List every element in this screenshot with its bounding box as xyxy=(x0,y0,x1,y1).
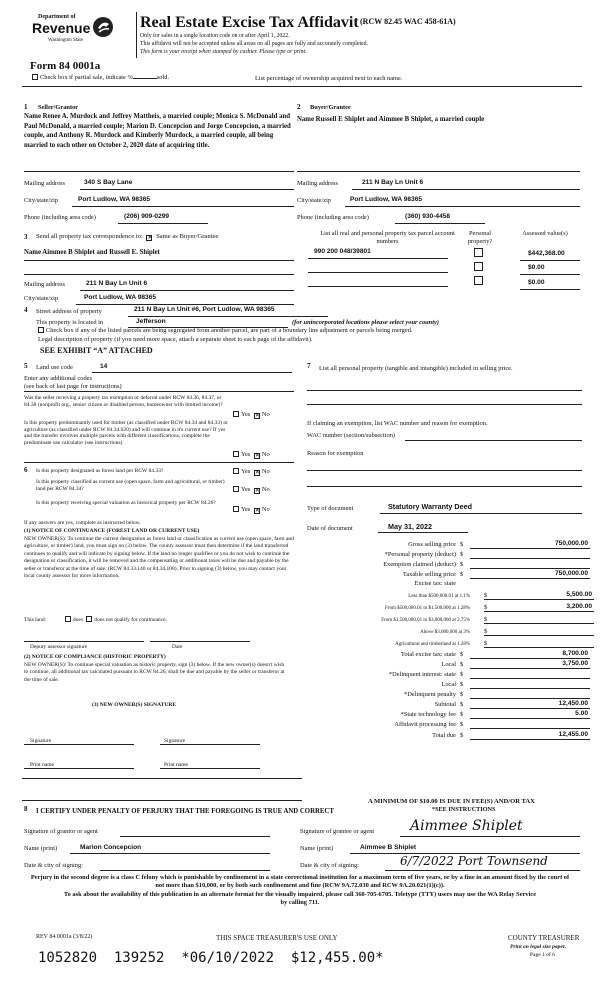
tax-row-amount[interactable] xyxy=(484,627,594,636)
tax-row-label: Local xyxy=(441,661,456,669)
seller-heading: Seller/Grantor xyxy=(38,104,79,111)
buyer-name: Name Russell E Shiplet and Aimmee B Shiplet, a married couple xyxy=(297,116,485,123)
reason-label: Reason for exemption xyxy=(307,450,364,457)
sec6-q3: Is this property receiving special valuation as historical property per RCW 84.26? xyxy=(36,500,216,506)
tax-row-amount[interactable]: 750,000.00 xyxy=(470,540,590,549)
buyer-mailing-label: Mailing address xyxy=(297,180,338,187)
personal-heading: Personal property? xyxy=(467,230,493,245)
tax-row-label: Taxable selling price xyxy=(402,571,456,579)
certify: I CERTIFY UNDER PENALTY OF PERJURY THAT THE FOREGOING IS TRUE AND CORRECT xyxy=(36,808,334,815)
tax-row-dollar: $ xyxy=(484,640,488,648)
exemption-label: If claiming an exemption, list WAC number and reason for exemption. xyxy=(307,420,488,427)
cashier-stamp: 1052820 139252 *06/10/2022 $12,455.00* xyxy=(38,950,384,966)
buyer-city-label: City/state/zip xyxy=(297,197,332,204)
parcels-heading: List all real and personal property tax parcel account numbers xyxy=(320,230,455,245)
assessed-row-1[interactable]: $442,368.00 xyxy=(528,250,565,257)
form-number: Form 84 0001a xyxy=(30,60,101,72)
sec5-q1-yes-checkbox[interactable] xyxy=(233,411,239,417)
tax-row-amount[interactable]: 12,455.00 xyxy=(470,731,590,740)
tax-row-amount[interactable] xyxy=(470,690,590,699)
grantee-signature[interactable]: Aimmee Shiplet xyxy=(410,818,523,834)
new-owner-signature: (3) NEW OWNER(S) SIGNATURE xyxy=(92,702,176,708)
treasurer-space: THIS SPACE TREASURER'S USE ONLY xyxy=(216,934,338,942)
tax-row-label: Excise tax: state xyxy=(414,580,456,587)
grantor-date-label: Date & city of signing: xyxy=(24,862,83,869)
print-name-label-2: Print name xyxy=(164,762,188,768)
tax-row-amount[interactable]: 750,000.00 xyxy=(470,570,590,579)
header-note-2: This affidavit will not be accepted unless all areas on all pages are fully and accurately completed. xyxy=(140,41,368,47)
tax-row-dollar: $ xyxy=(460,671,464,679)
located-label: This property is located in xyxy=(36,319,104,326)
buyer-num: 2 xyxy=(297,103,301,111)
tax-row-amount[interactable]: 12,450.00 xyxy=(470,700,590,709)
notice2-body: NEW OWNER(S): To continue special valuation as historic property, sign (3) below. If the new owner(s) doesn't wish to continue, all additional tax calculated pursuant to RCW 84.26, shall be due and payable by the seller or transferor at the time of sale. xyxy=(24,662,285,683)
tax-row xyxy=(296,670,590,679)
grantee-name-label: Name (print) xyxy=(300,845,334,852)
signature-label-2: Signature xyxy=(164,738,186,744)
grantee-sig-label: Signature of grantee or agent xyxy=(300,828,375,835)
buyer-city[interactable]: Port Ludlow, WA 98365 xyxy=(350,196,423,203)
tax-row-dollar: $ xyxy=(460,701,464,709)
tax-row xyxy=(300,591,594,600)
land-does-checkbox[interactable] xyxy=(65,616,71,622)
tax-row-dollar: $ xyxy=(460,681,464,689)
dept-line2: Revenue xyxy=(32,20,91,36)
notice1-title: (1) NOTICE OF CONTINUANCE (FOREST LAND OR CURRENT USE) xyxy=(24,528,200,534)
buyer-phone[interactable]: (360) 930-4458 xyxy=(405,213,451,220)
sec6-num: 6 xyxy=(24,466,28,474)
tax-row xyxy=(300,627,594,636)
sec6-q3-no-checkbox[interactable]: ✕ xyxy=(254,508,260,514)
page-number: Page 1 of 6 xyxy=(530,952,555,958)
tax-row-dollar: $ xyxy=(460,571,464,579)
segregated-checkbox[interactable] xyxy=(38,327,44,333)
corr-mailing-label: Mailing address xyxy=(24,281,65,288)
legal-size-note: Print on legal size paper. xyxy=(510,944,567,950)
tax-row-label: Less than $500,000.01 at 1.1% xyxy=(408,593,470,599)
land-does-not-checkbox[interactable] xyxy=(86,616,92,622)
tax-row-label: Affidavit processing fee xyxy=(394,721,456,729)
sec5-q2-answer: Yes ✕ No xyxy=(231,451,270,459)
tax-row-amount[interactable]: 3,750.00 xyxy=(470,660,590,669)
sec6-q2-yes-checkbox[interactable] xyxy=(233,486,239,492)
unincorporated-note: (for unincorporated locations please select your county) xyxy=(292,319,439,326)
street-address[interactable]: 211 N Bay Ln Unit #6, Port Ludlow, WA 98365 xyxy=(134,306,275,313)
seller-num: 1 xyxy=(24,103,28,111)
sec5-q1: Was the seller receiving a property tax exemption or deferral under RCW 84.36, 84.37, or 84.38 (nonprofit org., senior citizen or disabled person, homeowner with limited income)? xyxy=(24,395,223,408)
form-title: Real Estate Excise Tax Affidavit xyxy=(140,14,359,31)
grantor-name[interactable]: Marion Concepcion xyxy=(80,844,142,851)
sec5-q1-no-checkbox[interactable]: ✕ xyxy=(254,413,260,419)
tax-row-amount[interactable] xyxy=(470,670,590,679)
tax-row-label: Subtotal xyxy=(434,701,456,709)
sec6-q3-answer: Yes ✕ No xyxy=(231,506,270,514)
parcel-row-1[interactable]: 990 200 048/39801 xyxy=(314,248,371,255)
sec6-q1: Is this property designated as forest land per RCW 84.33? xyxy=(36,468,164,474)
seller-city-label: City/state/zip xyxy=(24,197,59,204)
tax-row xyxy=(296,720,590,729)
tax-row xyxy=(296,560,590,569)
sec6-q3-yes-checkbox[interactable] xyxy=(233,506,239,512)
land-use-label: Land use code xyxy=(36,364,73,371)
tax-row-label: From $1,500,000.01 to $3,000,000 at 2.75% xyxy=(381,617,470,623)
tax-row xyxy=(296,540,590,549)
sec6-q1-answer: Yes ✕ No xyxy=(231,468,270,476)
tax-row-label: *Personal property (deduct) xyxy=(384,551,456,559)
alternate-format-note: To ask about the availability of this publication in an alternate format for the visually impaired, please call 360-705-6705. Teletype (TTY) users may use the WA Relay Service by calling 711. xyxy=(63,891,537,906)
seller-phone[interactable]: (206) 909-0299 xyxy=(124,213,170,220)
tax-row xyxy=(296,580,456,588)
see-instructions: *SEE INSTRUCTIONS xyxy=(432,806,496,813)
tax-row xyxy=(300,603,594,612)
grantee-name[interactable]: Aimmee B Shiplet xyxy=(360,844,417,851)
tax-row-label: *Delinquent interest: state xyxy=(388,671,456,679)
sec5-q2: Is this property predominantly used for timber (as classified under RCW 84.34 and 84.33) or agriculture (as classified under RCW 84.34.020) and will continue in it's current use? If yes and the transfer involves multiple parcels with different classifications, complete the predominate use calculator (see instructions) xyxy=(24,420,228,446)
tax-row-label: Local xyxy=(441,681,456,689)
revenue-logo-icon xyxy=(92,16,114,38)
sec5-q2-no-checkbox[interactable]: ✕ xyxy=(254,453,260,459)
tax-row-label: Gross selling price xyxy=(408,541,456,549)
county[interactable]: Jefferson xyxy=(136,318,166,325)
grantor-sig-label: Signature of grantor or agent xyxy=(24,828,98,835)
personal-checkbox-2[interactable] xyxy=(474,262,483,271)
header-note-3: This form is your receipt when stamped by cashier. Please type or print. xyxy=(140,49,307,55)
segregated-note: Check box if any of the listed parcels are being segregated from another parcel, are part of a boundary line adjustment or parcels being merged. xyxy=(36,327,413,335)
partial-sale: Check box if partial sale, indicate % sold. xyxy=(30,74,169,82)
property-num: 4 xyxy=(24,306,28,314)
sec6-q2: Is this property classified as current use (open space, farm and agricultural, or timber) land per RCW 84.34? xyxy=(36,479,225,492)
county-treasurer: COUNTY TREASURER xyxy=(508,934,580,942)
same-as-buyer-checkbox[interactable]: ✕ xyxy=(147,235,153,241)
sec6-q1-yes-checkbox[interactable] xyxy=(233,468,239,474)
buyer-heading: Buyer/Grantee xyxy=(310,104,351,111)
tax-row xyxy=(300,615,594,624)
rev-number: REV 84 0001a (3/8/22) xyxy=(36,934,93,940)
form-statute: (RCW 82.45 WAC 458-61A) xyxy=(360,17,456,26)
additional-codes: Enter any additional codes xyxy=(24,375,92,382)
grantee-date-place[interactable]: 6/7/2022 Port Townsend xyxy=(400,854,548,868)
personal-checkbox-3[interactable] xyxy=(474,276,483,285)
tax-row-label: From $500,000.01 to $1,500,000 at 1.28% xyxy=(385,605,470,611)
tax-row-dollar: $ xyxy=(460,561,464,569)
tax-row-dollar: $ xyxy=(460,661,464,669)
tax-row-dollar: $ xyxy=(484,616,488,624)
doc-type-label: Type of document xyxy=(307,505,354,512)
corr-name: Name Aimmee B Shiplet and Russell E. Shiplet xyxy=(24,249,160,256)
corr-mailing[interactable]: 211 N Bay Ln Unit 6 xyxy=(86,280,148,287)
tax-row-label: Above $3,000,000 at 3% xyxy=(420,629,470,635)
sec5-q2-yes-checkbox[interactable] xyxy=(233,451,239,457)
dept-line3: Washington State xyxy=(48,38,84,43)
ownership-note: List percentage of ownership acquired next to each name. xyxy=(255,75,403,82)
dept-line1: Department of xyxy=(38,14,76,20)
corr-city[interactable]: Port Ludlow, WA 98365 xyxy=(84,294,157,301)
grantee-date-label: Date & city of signing: xyxy=(300,862,359,869)
exhibit: SEE EXHIBIT “A” ATTACHED xyxy=(40,346,153,355)
tax-row-dollar: $ xyxy=(460,721,464,729)
see-back: (see back of last page for instructions) xyxy=(24,383,122,390)
sec6-q2-no-checkbox[interactable]: ✕ xyxy=(254,488,260,494)
tax-row-amount[interactable]: 8,700.00 xyxy=(470,650,590,659)
corr-num: 3 xyxy=(24,233,28,241)
doc-date-label: Date of document xyxy=(307,525,353,532)
tax-row xyxy=(296,731,590,740)
tax-row-dollar: $ xyxy=(484,628,488,636)
street-label: Street address of property xyxy=(36,308,102,315)
perjury-note: Perjury in the second degree is a class C felony which is punishable by confinement in a state correctional institution for a maximum term of five years, or by a fine in an amount fixed by the court of not more than $10,000, or by both such confinement and fine (RCW 9A.72.030 and RCW 9A.20.021(1)(c)). xyxy=(30,874,570,889)
seller-mailing[interactable]: 340 S Bay Lane xyxy=(84,179,133,186)
doc-date[interactable]: May 31, 2022 xyxy=(388,522,432,531)
seller-phone-label: Phone (including area code) xyxy=(24,214,96,221)
signature-label-1: Signature xyxy=(30,738,52,744)
tax-row-amount[interactable] xyxy=(484,639,594,648)
tax-row-dollar: $ xyxy=(460,732,464,740)
tax-row-amount[interactable] xyxy=(470,680,590,689)
tax-row-amount[interactable] xyxy=(484,615,594,624)
grantor-name-label: Name (print) xyxy=(24,845,58,852)
notice1-body: NEW OWNER(S): To continue the current designation as forest land or classification as current use (open space, farm and agriculture, or timber) land, you must sign on (3) below. The county assessor must then determine if the land transferred continues to qualify and will indicate by signing below. If the land no longer qualifies or you do not wish to continue the designation or classification, it will be removed and the compensating or additional taxes will be due and payable by the seller or transferor at the time of sale. (RCW 84.33.140 or 84.34.108). Prior to signing (3) below, you may contact your local county assessor for more information. xyxy=(24,536,294,580)
minimum-note: A MINIMUM OF $10.00 IS DUE IN FEE(S) AND/OR TAX xyxy=(368,798,535,805)
sec7-num: 7 xyxy=(307,362,311,370)
assessed-heading: Assessed value(s) xyxy=(522,230,568,237)
sec6-q1-no-checkbox[interactable]: ✕ xyxy=(254,470,260,476)
tax-row-label: Total due xyxy=(432,732,456,740)
print-name-label-1: Print name xyxy=(30,762,54,768)
assessed-row-2[interactable]: $0.00 xyxy=(528,264,545,271)
tax-row xyxy=(296,570,590,579)
tax-row-label: Agricultural and timberland at 1.28% xyxy=(395,641,470,647)
tax-row-dollar: $ xyxy=(460,711,464,719)
partial-sale-checkbox[interactable] xyxy=(32,74,38,80)
tax-row xyxy=(296,690,590,699)
tax-row-label: Exemption claimed (deduct) xyxy=(383,561,456,569)
assessed-row-3[interactable]: $0.00 xyxy=(528,279,545,286)
sec7-label: List all personal property (tangible and intangible) included in selling price. xyxy=(319,365,513,372)
buyer-mailing[interactable]: 211 N Bay Ln Unit 6 xyxy=(362,179,424,186)
corr-label: Send all property tax correspondence to: ✕ Same as Buyer/Grantee xyxy=(36,233,219,241)
notice2-title: (2) NOTICE OF COMPLIANCE (HISTORIC PROPERTY) xyxy=(24,654,166,660)
tax-row-amount[interactable] xyxy=(470,550,590,559)
tax-row-dollar: $ xyxy=(484,592,488,600)
seller-name: Name Renee A. Murdock and Jeffrey Mattheis, a married couple; Monica S. McDonald and Paul McDonald, a married couple; Marion D. Concepcion and Jorge Concepcion, a married couple, and Anthony R. Murdock and Kimberly Murdock, a married couple, all being married to each other on October 2, 2020 date of acquiring title. xyxy=(24,113,291,149)
deputy-date-label: Date xyxy=(172,644,183,650)
sec5-num: 5 xyxy=(24,362,28,370)
legal-note: Legal description of property (if you need more space, attach a separate sheet to each page of the affidavit). xyxy=(38,336,313,343)
tax-row-label: *Delinquent penalty xyxy=(404,691,456,699)
tax-row xyxy=(296,550,590,559)
sec6-q2-answer: Yes ✕ No xyxy=(231,486,270,494)
corr-city-label: City/state/zip xyxy=(24,295,59,302)
tax-row xyxy=(296,710,590,719)
tax-row xyxy=(296,700,590,709)
sec5-q1-answer: Yes ✕ No xyxy=(231,411,270,419)
doc-type[interactable]: Statutory Warranty Deed xyxy=(388,502,473,511)
tax-row-dollar: $ xyxy=(460,551,464,559)
tax-row xyxy=(296,660,590,669)
seller-city[interactable]: Port Ludlow, WA 98365 xyxy=(78,196,151,203)
tax-row-dollar: $ xyxy=(460,651,464,659)
tax-row-amount[interactable]: 5,500.00 xyxy=(484,591,594,600)
tax-row-amount[interactable]: 5.00 xyxy=(470,710,590,719)
this-land: This land: does does not qualify for continuance. xyxy=(24,617,167,623)
dept-logo xyxy=(30,14,115,54)
wac-label: WAC number (section/subsection) xyxy=(307,432,396,439)
tax-row-dollar: $ xyxy=(460,691,464,699)
tax-row xyxy=(296,680,590,689)
land-use-code[interactable]: 14 xyxy=(100,363,108,370)
tax-row-label: *State technology fee xyxy=(400,711,456,719)
tax-row-dollar: $ xyxy=(460,541,464,549)
tax-row-amount[interactable]: 3,200.00 xyxy=(484,603,594,612)
tax-row-amount[interactable] xyxy=(470,720,590,729)
tax-row-dollar: $ xyxy=(484,604,488,612)
seller-mailing-label: Mailing address xyxy=(24,180,65,187)
tax-row xyxy=(296,650,590,659)
header-note-1: Only for sales in a single location code on or after April 1, 2022. xyxy=(140,33,290,39)
buyer-phone-label: Phone (including area code) xyxy=(297,214,369,221)
tax-row xyxy=(300,639,594,648)
deputy-signature-label: Deputy assessor signature xyxy=(30,644,88,650)
tax-row-amount[interactable] xyxy=(470,560,590,569)
sec8-num: 8 xyxy=(24,805,28,813)
personal-checkbox-1[interactable] xyxy=(474,248,483,257)
if-yes-note: If any answers are yes, complete as instructed below. xyxy=(24,520,141,526)
tax-row-label: Total excise tax: state xyxy=(400,651,456,659)
